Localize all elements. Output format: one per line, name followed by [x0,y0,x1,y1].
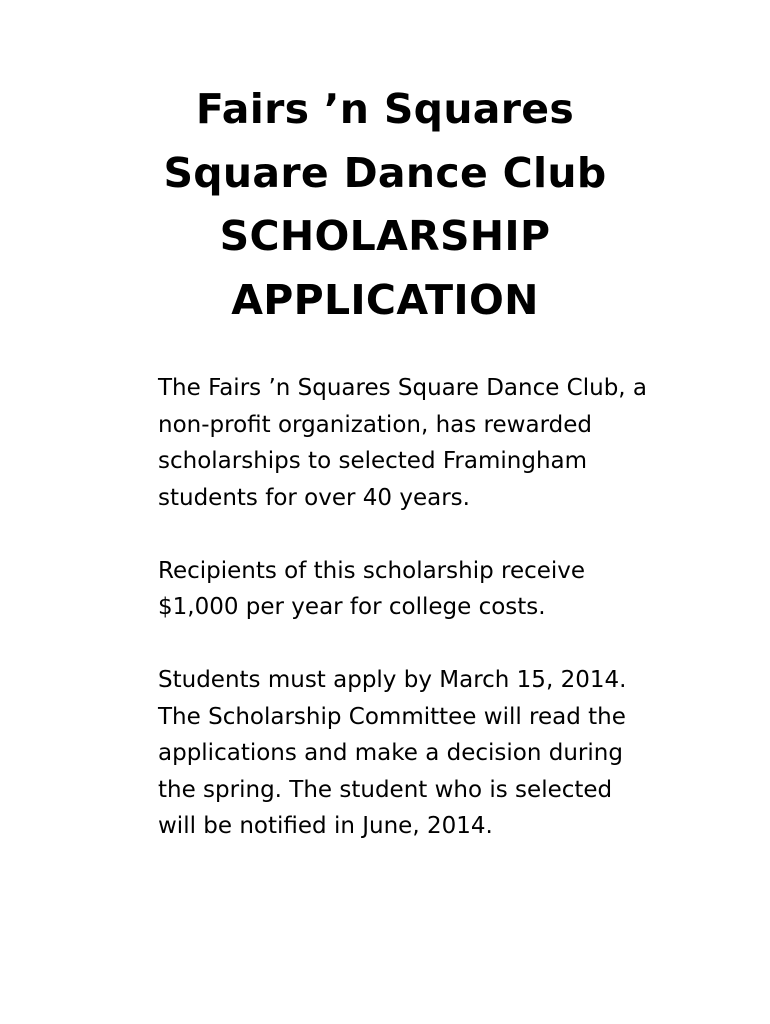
paragraph-line: non-profit organization, has rewarded [158,411,592,438]
paragraph-line: Students must apply by March 15, 2014. [158,667,627,693]
paragraph-line: The Scholarship Committee will read the [158,703,626,730]
paragraph-line: The Fairs ’n Squares Square Dance Club, a [158,375,648,401]
paragraph-line: the spring. The student who is selected [158,776,613,803]
paragraph-deadline [158,662,718,845]
paragraph-line: scholarships to selected Framingham [158,448,588,474]
paragraph-line: will be notified in June, 2014. [158,813,493,839]
title-line-club-name: Fairs ’n Squares [195,85,575,133]
paragraph-about-club [158,370,718,516]
paragraph-award-amount [158,553,718,626]
document-title [0,78,770,332]
paragraph-line: $1,000 per year for college costs. [158,594,546,620]
title-line-scholarship: SCHOLARSHIP [219,212,551,260]
paragraph-line: applications and make a decision during [158,740,623,766]
title-line-club-type: Square Dance Club [163,148,607,197]
paragraph-line: students for over 40 years. [158,484,470,511]
paragraph-line: Recipients of this scholarship receive [158,557,586,584]
document-body [158,370,718,881]
title-line-application: APPLICATION [231,275,539,324]
